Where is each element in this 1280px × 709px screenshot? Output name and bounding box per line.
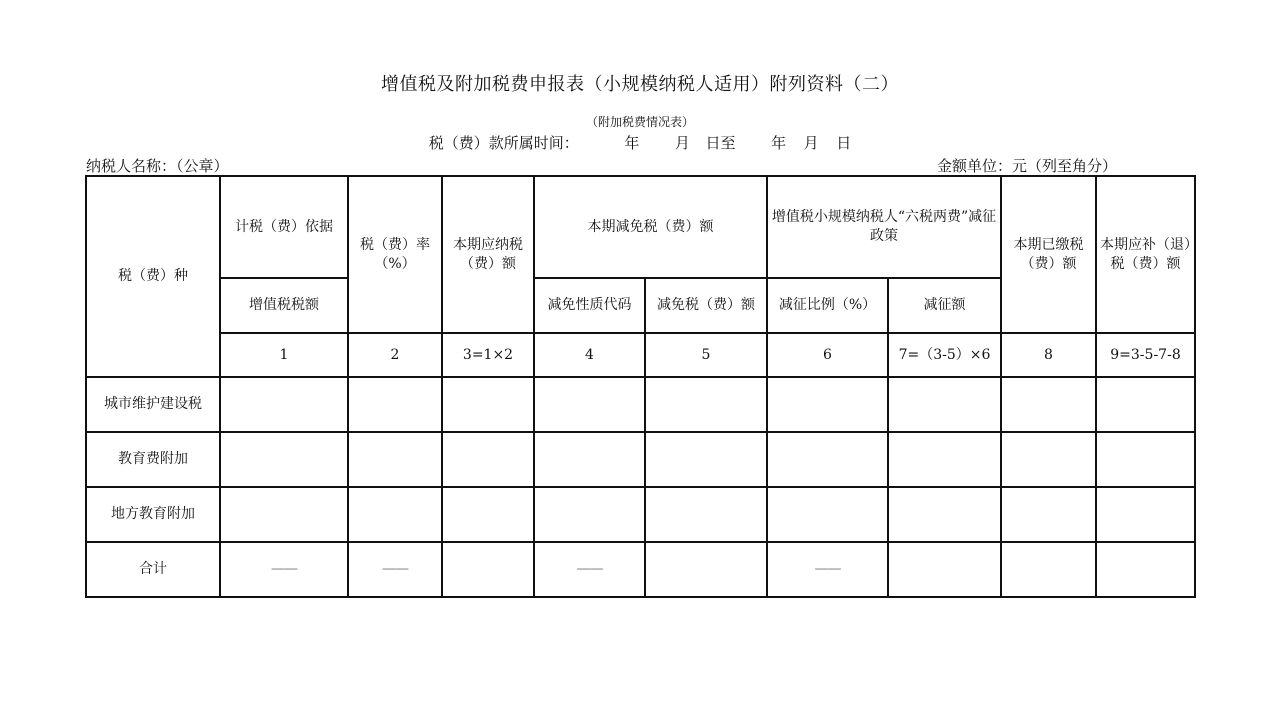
table-cell[interactable]: [1096, 542, 1195, 597]
column-number: 8: [1001, 333, 1096, 377]
surcharge-table: [85, 175, 1196, 598]
row-label: 地方教育附加: [86, 487, 220, 542]
period-day-from-to: 日至: [705, 134, 736, 152]
table-cell[interactable]: [1001, 377, 1096, 432]
column-number: 1: [220, 333, 348, 377]
table-cell[interactable]: [1096, 487, 1195, 542]
table-cell[interactable]: [1001, 542, 1096, 597]
header-payable: 本期应纳税（费）额: [442, 176, 534, 333]
table-cell[interactable]: [888, 377, 1001, 432]
table-cell[interactable]: [1001, 432, 1096, 487]
table-cell[interactable]: [534, 377, 645, 432]
row-label: 教育费附加: [86, 432, 220, 487]
table-cell: ——: [220, 542, 348, 597]
header-rate: 税（费）率（%）: [348, 176, 442, 333]
column-number: 5: [645, 333, 767, 377]
table-row: [86, 377, 1195, 432]
table-cell[interactable]: [534, 487, 645, 542]
taxpayer-name-label: 纳税人名称：（公章）: [86, 157, 229, 175]
table-cell[interactable]: [1096, 432, 1195, 487]
column-number: 3=1×2: [442, 333, 534, 377]
period-year-to: 年: [771, 134, 787, 152]
table-cell[interactable]: [888, 542, 1001, 597]
table-cell[interactable]: [220, 377, 348, 432]
table-row: [86, 432, 1195, 487]
column-number: 6: [767, 333, 888, 377]
header-policy-group: 增值税小规模纳税人“六税两费”减征政策: [767, 176, 1001, 278]
table-cell: ——: [534, 542, 645, 597]
header-relief-amount: 减免税（费）额: [645, 278, 767, 333]
column-number: 2: [348, 333, 442, 377]
tax-period-label: 税（费）款所属时间：: [428, 134, 579, 152]
period-month-to: 月: [803, 134, 819, 152]
table-cell[interactable]: [1096, 377, 1195, 432]
column-number: 7=（3-5）×6: [888, 333, 1001, 377]
table-cell[interactable]: [442, 377, 534, 432]
table-cell[interactable]: [220, 432, 348, 487]
header-relief-group: 本期减免税（费）额: [534, 176, 767, 278]
table-cell[interactable]: [348, 377, 442, 432]
table-cell: ——: [767, 542, 888, 597]
header-due: 本期应补（退）税（费）额: [1096, 176, 1195, 333]
column-number-row: [86, 333, 1195, 377]
table-cell[interactable]: [888, 487, 1001, 542]
header-relief-code: 减免性质代码: [534, 278, 645, 333]
table-cell[interactable]: [442, 542, 534, 597]
form-title: 增值税及附加税费申报表（小规模纳税人适用）附列资料（二）: [381, 74, 899, 95]
row-label: 合计: [86, 542, 220, 597]
header-basis-vat: 增值税税额: [220, 278, 348, 333]
table-cell[interactable]: [645, 487, 767, 542]
table-cell[interactable]: [645, 432, 767, 487]
table-cell: ——: [348, 542, 442, 597]
table-cell[interactable]: [348, 432, 442, 487]
period-year-from: 年: [624, 134, 640, 152]
header-policy-amount: 减征额: [888, 278, 1001, 333]
period-day-to: 日: [836, 134, 852, 152]
header-paid: 本期已缴税（费）额: [1001, 176, 1096, 333]
form-subtitle: （附加税费情况表）: [585, 115, 694, 129]
table-cell[interactable]: [220, 487, 348, 542]
table-cell[interactable]: [767, 487, 888, 542]
table-cell[interactable]: [888, 432, 1001, 487]
header-basis-group: 计税（费）依据: [220, 176, 348, 278]
table-cell[interactable]: [767, 432, 888, 487]
table-cell[interactable]: [645, 377, 767, 432]
period-month-from: 月: [674, 134, 690, 152]
table-cell[interactable]: [534, 432, 645, 487]
table-cell[interactable]: [348, 487, 442, 542]
column-number: 4: [534, 333, 645, 377]
table-cell[interactable]: [1001, 487, 1096, 542]
amount-unit-label: 金额单位：元（列至角分）: [937, 157, 1118, 175]
tax-period: [0, 132, 1280, 153]
table-cell[interactable]: [645, 542, 767, 597]
column-number: 9=3-5-7-8: [1096, 333, 1195, 377]
total-row: [86, 542, 1195, 597]
table-row: [86, 487, 1195, 542]
table-cell[interactable]: [442, 487, 534, 542]
row-label: 城市维护建设税: [86, 377, 220, 432]
header-policy-ratio: 减征比例（%）: [767, 278, 888, 333]
table-cell[interactable]: [442, 432, 534, 487]
table-cell[interactable]: [767, 377, 888, 432]
header-tax-type: 税（费）种: [86, 176, 220, 377]
